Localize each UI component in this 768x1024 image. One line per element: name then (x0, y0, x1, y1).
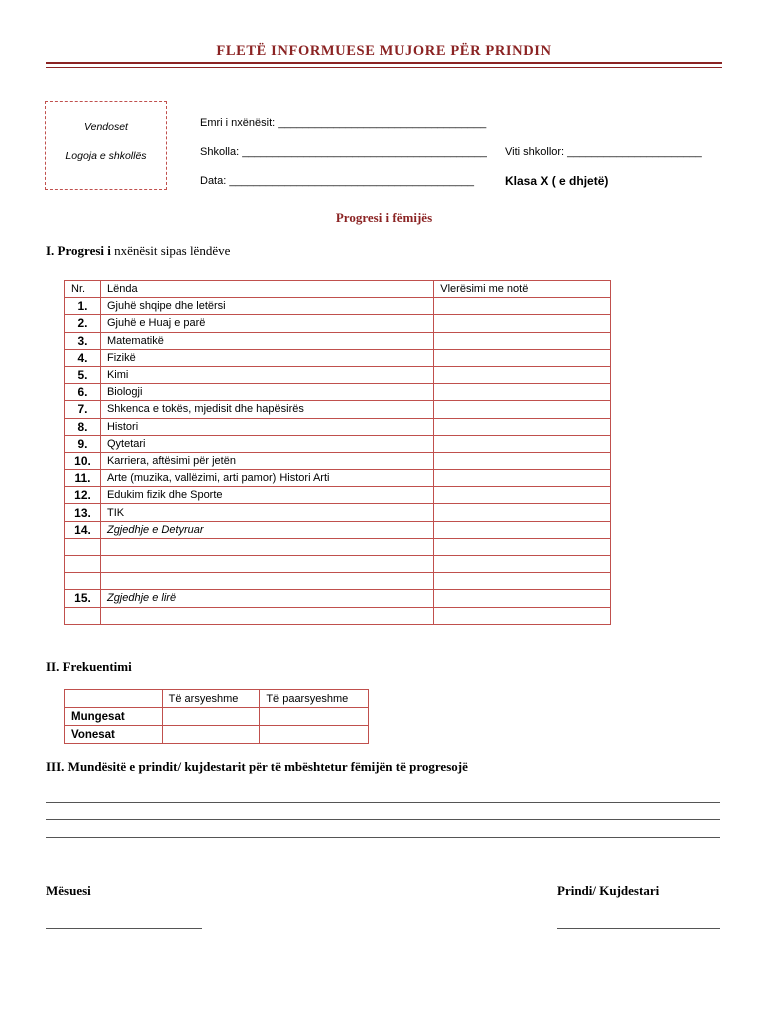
comment-line-3[interactable] (46, 837, 720, 838)
row-number: 6. (65, 384, 101, 401)
row-number: 7. (65, 401, 101, 418)
grade-cell[interactable] (434, 418, 611, 435)
row-number (65, 538, 101, 555)
subject-name: Gjuhë shqipe dhe letërsi (100, 298, 433, 315)
grade-cell[interactable] (434, 573, 611, 590)
header-subject: Lënda (100, 281, 433, 298)
attendance-table (64, 689, 369, 744)
row-number: 9. (65, 435, 101, 452)
section-1-heading-bold: I. Progresi i (46, 243, 111, 258)
teacher-signature-line[interactable] (46, 928, 202, 929)
table-row (65, 384, 611, 401)
title-rule-thin (46, 67, 722, 68)
delays-unjustified-cell[interactable] (260, 726, 369, 744)
delays-label: Vonesat (65, 726, 163, 744)
document-title: FLETË INFORMUESE MUJORE PËR PRINDIN (216, 43, 552, 59)
grade-cell[interactable] (434, 487, 611, 504)
subject-name: Shkenca e tokës, mjedisit dhe hapësirës (100, 401, 433, 418)
row-number (65, 607, 101, 624)
table-row (65, 573, 611, 590)
subject-name: Zgjedhje e Detyruar (100, 521, 433, 538)
attendance-header-empty (65, 690, 163, 708)
grade-cell[interactable] (434, 452, 611, 469)
subject-name (100, 538, 433, 555)
grade-cell[interactable] (434, 470, 611, 487)
subject-name: Qytetari (100, 435, 433, 452)
row-number: 5. (65, 366, 101, 383)
subject-name: Matematikë (100, 332, 433, 349)
attendance-header-unjustified: Të paarsyeshme (260, 690, 369, 708)
table-row (65, 332, 611, 349)
grade-cell[interactable] (434, 384, 611, 401)
table-row (65, 487, 611, 504)
section-1-heading (46, 243, 230, 259)
comment-line-2[interactable] (46, 819, 720, 820)
absences-unjustified-cell[interactable] (260, 708, 369, 726)
table-row (65, 504, 611, 521)
table-row (65, 726, 369, 744)
table-row (65, 315, 611, 332)
subject-name: TIK (100, 504, 433, 521)
grade-cell[interactable] (434, 401, 611, 418)
subject-name (100, 607, 433, 624)
row-number: 8. (65, 418, 101, 435)
row-number (65, 573, 101, 590)
subject-name: Kimi (100, 366, 433, 383)
table-row (65, 418, 611, 435)
class-label: Klasa X ( e dhjetë) (505, 174, 609, 188)
table-row (65, 470, 611, 487)
subject-name: Fizikë (100, 349, 433, 366)
table-row (65, 607, 611, 624)
table-row (65, 452, 611, 469)
subject-name: Karriera, aftësimi për jetën (100, 452, 433, 469)
parent-signature-label: Prindi/ Kujdestari (557, 883, 660, 898)
grades-table-header-row (65, 281, 611, 298)
subject-name: Zgjedhje e lirë (100, 590, 433, 607)
row-number: 10. (65, 452, 101, 469)
row-number: 13. (65, 504, 101, 521)
grade-cell[interactable] (434, 504, 611, 521)
table-row (65, 366, 611, 383)
grade-cell[interactable] (434, 590, 611, 607)
attendance-header-row (65, 690, 369, 708)
table-row (65, 556, 611, 573)
grade-cell[interactable] (434, 521, 611, 538)
subject-name: Biologji (100, 384, 433, 401)
student-name-field[interactable]: Emri i nxënësit: __________________________________ (200, 117, 487, 129)
grade-cell[interactable] (434, 332, 611, 349)
row-number: 2. (65, 315, 101, 332)
date-field[interactable]: Data: ________________________________________ (200, 175, 475, 187)
absences-label: Mungesat (65, 708, 163, 726)
row-number (65, 556, 101, 573)
subject-name: Arte (muzika, vallëzimi, arti pamor) Histori Arti (100, 470, 433, 487)
progress-subtitle: Progresi i fëmijës (335, 210, 433, 225)
row-number: 12. (65, 487, 101, 504)
section-3-heading: III. Mundësitë e prindit/ kujdestarit për të mbështetur fëmijën të progresojë (46, 759, 468, 774)
header-grade: Vlerësimi me notë (434, 281, 611, 298)
title-rule-thick (46, 62, 722, 64)
grade-cell[interactable] (434, 315, 611, 332)
delays-justified-cell[interactable] (162, 726, 260, 744)
teacher-signature-label: Mësuesi (46, 883, 91, 898)
table-row (65, 708, 369, 726)
grade-cell[interactable] (434, 366, 611, 383)
row-number: 14. (65, 521, 101, 538)
attendance-header-justified: Të arsyeshme (162, 690, 260, 708)
grade-cell[interactable] (434, 435, 611, 452)
row-number: 11. (65, 470, 101, 487)
row-number: 15. (65, 590, 101, 607)
subject-name: Histori (100, 418, 433, 435)
table-row (65, 435, 611, 452)
subject-name (100, 556, 433, 573)
section-1-heading-rest: nxënësit sipas lëndëve (110, 243, 231, 258)
grade-cell[interactable] (434, 349, 611, 366)
school-field[interactable]: Shkolla: ________________________________________ (200, 146, 487, 158)
grade-cell[interactable] (434, 607, 611, 624)
parent-signature-line[interactable] (557, 928, 720, 929)
grade-cell[interactable] (434, 538, 611, 555)
row-number: 4. (65, 349, 101, 366)
header-nr: Nr. (65, 281, 101, 298)
grade-cell[interactable] (434, 298, 611, 315)
school-year-field[interactable]: Viti shkollor: ______________________ (505, 146, 702, 158)
absences-justified-cell[interactable] (162, 708, 260, 726)
section-2-heading: II. Frekuentimi (46, 659, 132, 674)
grades-table (64, 280, 611, 625)
logo-placeholder-text-2: Logoja e shkollës (65, 150, 147, 162)
table-row (65, 590, 611, 607)
row-number: 3. (65, 332, 101, 349)
table-row (65, 298, 611, 315)
table-row (65, 349, 611, 366)
row-number: 1. (65, 298, 101, 315)
subject-name (100, 573, 433, 590)
table-row (65, 538, 611, 555)
logo-placeholder-text-1: Vendoset (84, 121, 128, 133)
subject-name: Edukim fizik dhe Sporte (100, 487, 433, 504)
logo-placeholder-box (45, 101, 167, 190)
comment-line-1[interactable] (46, 802, 720, 803)
subject-name: Gjuhë e Huaj e parë (100, 315, 433, 332)
grade-cell[interactable] (434, 556, 611, 573)
table-row (65, 521, 611, 538)
table-row (65, 401, 611, 418)
